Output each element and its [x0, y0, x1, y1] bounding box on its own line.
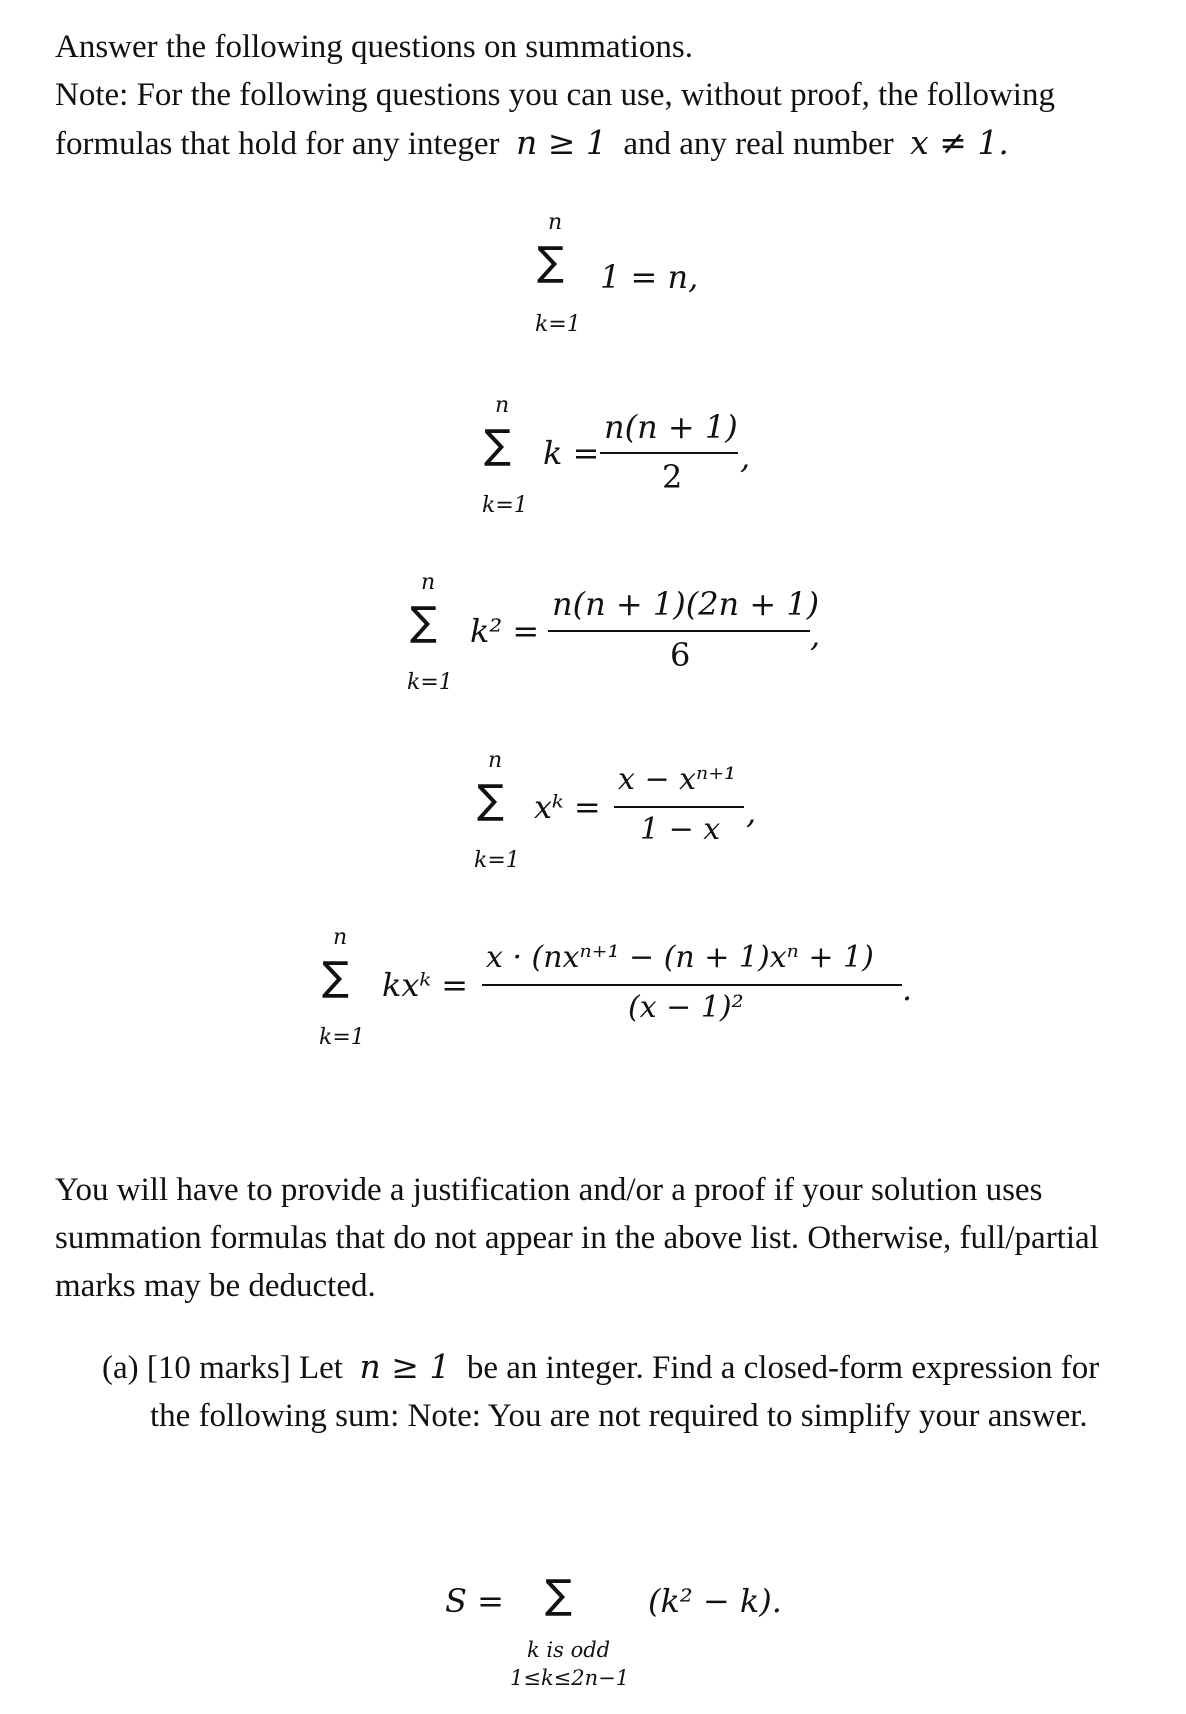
formula-1-lower-limit: k=1: [535, 312, 581, 337]
formula-5-fraction-bar: [482, 984, 902, 986]
formula-4-numerator: x − xⁿ⁺¹: [618, 762, 737, 797]
formula-2-term: k =: [543, 434, 600, 472]
formula-5-upper-limit: n: [333, 925, 348, 950]
justification-paragraph: [55, 1166, 1099, 1310]
intro-paragraph: [55, 23, 1055, 168]
formula-3-upper-limit: n: [421, 570, 436, 595]
sigma-icon: ∑: [545, 1572, 572, 1618]
formula-2-upper-limit: n: [495, 393, 510, 418]
formula-2-fraction-bar: [600, 452, 738, 454]
formula-3-numerator: n(n + 1)(2n + 1): [552, 585, 820, 623]
formula-3-lower-limit: k=1: [407, 670, 453, 695]
sigma-icon: ∑: [537, 239, 564, 285]
formula-5-denominator: (x − 1)²: [628, 990, 744, 1025]
formula-5-lower-limit: k=1: [319, 1025, 365, 1050]
sigma-icon: ∑: [477, 777, 504, 823]
formula-4-lower-limit: k=1: [474, 848, 520, 873]
formula-5-term: kxᵏ =: [382, 966, 469, 1004]
sigma-icon: ∑: [410, 599, 437, 645]
intro-line-2: Note: For the following questions you can use, without proof, the following: [55, 77, 1055, 113]
target-sum-lhs: S =: [445, 1582, 504, 1620]
target-sum-body: (k² − k).: [648, 1582, 782, 1620]
formula-3-denominator: 6: [670, 636, 691, 674]
justification-line-1: You will have to provide a justification and/or a proof if your solution uses: [55, 1172, 1043, 1208]
formula-1-body: 1 = n,: [600, 258, 699, 296]
justification-line-2: summation formulas that do not appear in the above list. Otherwise, full/partial: [55, 1220, 1099, 1256]
formula-2-lower-limit: k=1: [482, 493, 528, 518]
intro-line-3-pre: formulas that hold for any integer: [55, 126, 500, 162]
formula-3-term: k² =: [470, 612, 540, 650]
formula-3-tail: ,: [810, 616, 821, 654]
formula-4-tail: ,: [746, 793, 757, 831]
formula-2-tail: ,: [740, 438, 751, 476]
question-a-line-1: [102, 1343, 1099, 1392]
target-sum-condition-parity: k is odd: [527, 1638, 611, 1662]
question-a: [102, 1343, 1099, 1440]
formula-4-fraction-bar: [614, 806, 744, 808]
formula-4-upper-limit: n: [488, 748, 503, 773]
question-a-condition: n ≥ 1: [359, 1347, 451, 1386]
sigma-icon: ∑: [484, 422, 511, 468]
formula-5-tail: .: [902, 970, 913, 1008]
formula-3-fraction-bar: [548, 630, 810, 632]
formula-5-numerator: x · (nxⁿ⁺¹ − (n + 1)xⁿ + 1): [486, 940, 874, 975]
question-a-line-2: the following sum: Note: You are not required to simplify your answer.: [150, 1398, 1088, 1434]
intro-line-1: Answer the following questions on summations.: [55, 29, 693, 65]
sigma-icon: ∑: [322, 954, 349, 1000]
formula-4-denominator: 1 − x: [640, 812, 721, 847]
intro-line-3-mid: and any real number: [623, 126, 894, 162]
intro-condition-n: n ≥ 1: [515, 123, 607, 162]
question-a-line-1-post: be an integer. Find a closed-form expression for: [466, 1350, 1100, 1386]
formula-2-denominator: 2: [662, 458, 683, 496]
formula-1-upper-limit: n: [548, 210, 563, 235]
justification-line-3: marks may be deducted.: [55, 1268, 376, 1304]
intro-line-3: [55, 119, 1055, 168]
formula-4-term: xᵏ =: [534, 788, 601, 826]
question-a-label: (a) [10 marks] Let: [102, 1350, 343, 1386]
target-sum-condition-range: 1≤k≤2n−1: [510, 1666, 630, 1690]
formula-2-numerator: n(n + 1): [604, 408, 738, 446]
intro-condition-x: x ≠ 1.: [910, 123, 1009, 162]
